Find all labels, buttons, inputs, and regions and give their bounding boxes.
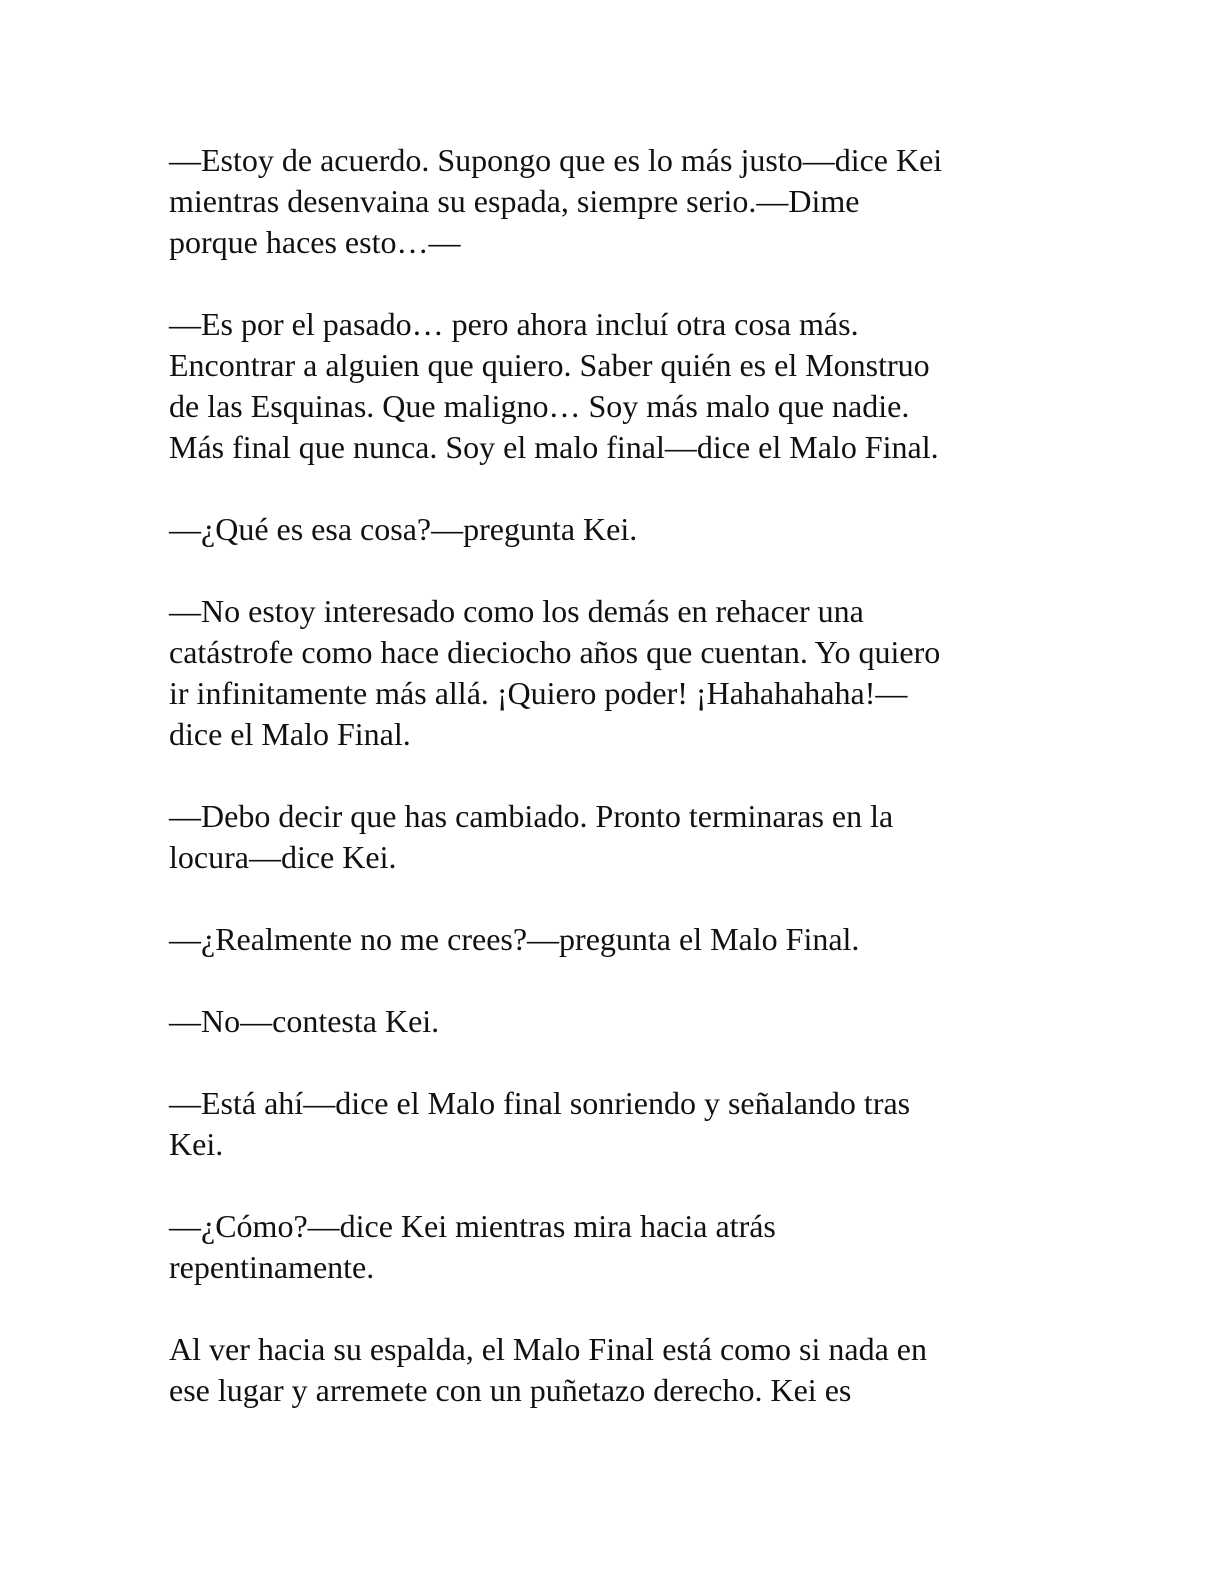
text-line: —Debo decir que has cambiado. Pronto terminaras en la: [169, 798, 894, 834]
text-line: ir infinitamente más allá. ¡Quiero poder! ¡Hahahahaha!—: [169, 675, 908, 711]
text-line: —Está ahí—dice el Malo final sonriendo y señalando tras: [169, 1085, 911, 1121]
paragraph-10: [169, 1329, 1049, 1411]
text-line: —Estoy de acuerdo. Supongo que es lo más justo—dice Kei: [169, 142, 943, 178]
text-line: —¿Cómo?—dice Kei mientras mira hacia atrás: [169, 1208, 776, 1244]
text-line: —¿Qué es esa cosa?—pregunta Kei.: [169, 511, 638, 547]
text-line: repentinamente.: [169, 1249, 375, 1285]
text-line: —Es por el pasado… pero ahora incluí otra cosa más.: [169, 306, 859, 342]
text-line: Encontrar a alguien que quiero. Saber quién es el Monstruo: [169, 347, 930, 383]
text-line: locura—dice Kei.: [169, 839, 397, 875]
paragraph-4: [169, 591, 1049, 755]
paragraph-5: [169, 796, 1049, 878]
paragraph-9: [169, 1206, 1049, 1288]
paragraph-6: [169, 919, 1049, 960]
paragraph-7: [169, 1001, 1049, 1042]
text-line: —No—contesta Kei.: [169, 1003, 440, 1039]
paragraph-1: [169, 140, 1049, 263]
text-line: catástrofe como hace dieciocho años que cuentan. Yo quiero: [169, 634, 941, 670]
text-line: Más final que nunca. Soy el malo final—dice el Malo Final.: [169, 429, 939, 465]
text-line: Kei.: [169, 1126, 224, 1162]
text-line: —No estoy interesado como los demás en rehacer una: [169, 593, 864, 629]
text-line: Al ver hacia su espalda, el Malo Final está como si nada en: [169, 1331, 927, 1367]
paragraph-8: [169, 1083, 1049, 1165]
text-line: ese lugar y arremete con un puñetazo derecho. Kei es: [169, 1372, 852, 1408]
text-line: —¿Realmente no me crees?—pregunta el Malo Final.: [169, 921, 860, 957]
paragraph-3: [169, 509, 1049, 550]
text-line: mientras desenvaina su espada, siempre serio.—Dime: [169, 183, 860, 219]
text-line: porque haces esto…—: [169, 224, 461, 260]
text-line: de las Esquinas. Que maligno… Soy más malo que nadie.: [169, 388, 910, 424]
text-body: [169, 140, 1049, 1452]
paragraph-2: [169, 304, 1049, 468]
text-line: dice el Malo Final.: [169, 716, 411, 752]
